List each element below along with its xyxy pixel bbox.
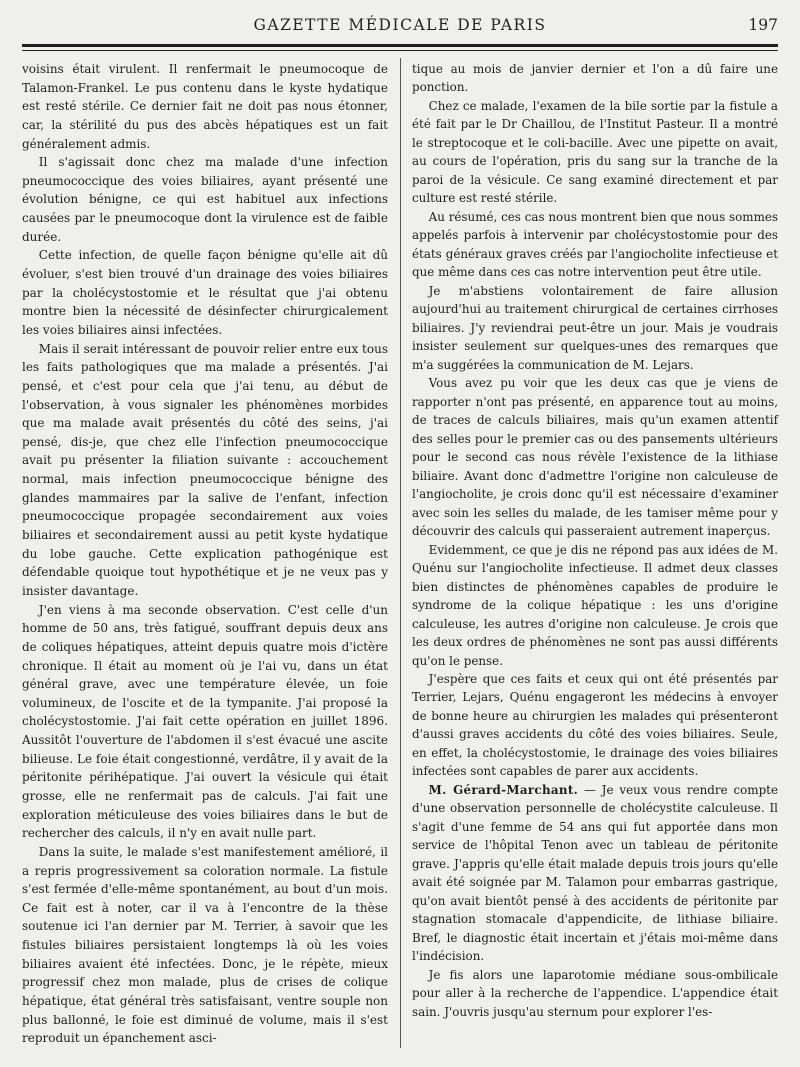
paragraph: Vous avez pu voir que les deux cas que je viens de rapporter n'ont pas présenté, en apparence tout au moins, de traces de calculs biliaires, mais qu'un examen attentif des selles pour le premier cas ou des pansements ultérieurs pour le second cas nous révèle l'existence de la lithiase biliaire. Avant donc d'admettre l'origine non calculeuse de l'angiocholite, je crois donc qu'il est nécessaire d'examiner avec soin les selles du malade, de les tamiser même pour y découvrir des calculs qui passeraient autrement inaperçus.: [412, 376, 778, 539]
page-number: 197: [748, 16, 778, 34]
paragraph: Cette infection, de quelle façon bénigne qu'elle ait dû évoluer, s'est bien trouvé d'un drainage des voies biliaires par la cholécystostomie et le résultat que j'ai obtenu montre bien la nécessité de désinfecter chirurgicalement les voies biliaires ainsi infectées.: [22, 248, 388, 337]
paragraph: [412, 781, 778, 966]
paragraph: J'espère que ces faits et ceux qui ont été présentés par Terrier, Lejars, Quénu engageront les médecins à envoyer de bonne heure au chirurgien les malades qui présenteront d'aussi graves accidents du côté des voies biliaires. Seule, en effet, la cholécystostomie, le drainage des voies biliaires infectées sont capables de parer aux accidents.: [412, 671, 778, 779]
paragraph: Evidemment, ce que je dis ne répond pas aux idées de M. Quénu sur l'angiocholite infectieuse. Il admet deux classes bien distinctes de phénomènes capables de produire le syndrome de la colique hépatique : les uns d'origine calculeuse, les autres d'origine non calculeuse. Je crois que les deux ordres de phénomènes ne sont pas aussi différents qu'on le pense.: [412, 542, 778, 668]
header-rule-thin: [22, 50, 778, 51]
paragraph: voisins était virulent. Il renfermait le pneumocoque de Talamon-Frankel. Le pus contenu dans le kyste hydatique est resté stérile. Ce dernier fait ne doit pas nous étonner, car, la stérilité du pus des abcès hépatiques est un fait généralement admis.: [22, 62, 388, 151]
paragraph: J'en viens à ma seconde observation. C'est celle d'un homme de 50 ans, très fatigué, souffrant depuis deux ans de coliques hépatiques, atteint depuis quatre mois d'ictère chronique. Il était au moment où je l'ai vu, dans un état général grave, avec une température élevée, un foie volumineux, de l'oscite et de la tympanite. J'ai proposé la cholécystostomie. J'ai fait cette opération en juillet 1896. Aussitôt l'ouverture de l'abdomen il s'est évacué une ascite bilieuse. Le foie était congestionné, verdâtre, il y avait de la péritonite périhépatique. J'ai ouvert la vésicule qui était grosse, elle ne renfermait pas de calculs. J'ai fait une exploration méticuleuse des voies biliaires dans le but de rechercher des calculs, il n'y en avait nulle part.: [22, 602, 388, 841]
page-header: [22, 14, 778, 44]
speaker-name: M. Gérard-Marchant.: [428, 782, 579, 797]
paragraph: Il s'agissait donc chez ma malade d'une infection pneumococcique des voies biliaires, ayant présenté une évolution bénigne, ce qui est habituel aux infections causées par le pneumocoque dont la virulence est de faible durée.: [22, 155, 388, 244]
running-title: GAZETTE MÉDICALE DE PARIS: [253, 16, 547, 34]
paragraph: Je m'abstiens volontairement de faire allusion aujourd'hui au traitement chirurgical de certaines cirrhoses biliaires. J'y reviendrai peut-être un jour. Mais je voudrais insister seulement sur quelques-unes des remarques que m'a suggérées la communication de M. Lejars.: [412, 283, 778, 372]
paragraph: Mais il serait intéressant de pouvoir relier entre eux tous les faits pathologiques que ma malade a présentés. J'ai pensé, et c'est pour cela que j'ai tenu, au début de l'observation, à vous signaler les phénomènes morbides que ma malade avait présentés du côté des seins, j'ai pensé, dis-je, que chez elle l'infection pneumococcique avait pu présenter la filiation suivante : accouchement normal, mais infection pneumococcique bénigne des glandes mammaires par la salive de l'enfant, infection pneumococcique propagée secondairement aux voies biliaires et secondairement aussi au petit kyste hydatique du lobe gauche. Cette explication pathogénique est défendable quoique tout hypothétique et je ne veux pas y insister davantage.: [22, 341, 388, 598]
speaker-text: — Je veux vous rendre compte d'une observation personnelle de cholécystite calculeuse. Il s'agit d'une femme de 54 ans qui fut apportée dans mon service de l'hôpital Tenon avec un tableau de péritonite grave. J'appris qu'elle était malade depuis trois jours qu'elle avait été soignée par M. Talamon pour embarras gastrique, qu'on avait bientôt pensé à des accidents de péritonite par stagnation stomacale d'appendicite, de lithiase biliaire. Bref, le diagnostic était incertain et j'étais moi-même dans l'indécision.: [412, 782, 779, 964]
header-rule-thick: [22, 44, 778, 47]
left-column: [22, 60, 388, 1048]
paragraph: Au résumé, ces cas nous montrent bien que nous sommes appelés parfois à intervenir par cholécystostomie pour des états généraux graves créés par l'angiocholite infectieuse et que même dans ces cas notre intervention peut être utile.: [412, 209, 778, 280]
paragraph: Je fis alors une laparotomie médiane sous-ombilicale pour aller à la recherche de l'appendice. L'appendice était sain. J'ouvris jusqu'au sternum pour explorer l'es-: [412, 967, 778, 1019]
paragraph: Dans la suite, le malade s'est manifestement amélioré, il a repris progressivement sa coloration normale. La fistule s'est fermée d'elle-même spontanément, au bout d'un mois. Ce fait est à noter, car il va à l'encontre de la thèse soutenue ici l'an dernier par M. Terrier, à savoir que les fistules biliaires persistaient longtemps là où les voies biliaires avaient été infectées. Donc, je le répète, mieux progressif chez mon malade, plus de crises de colique hépatique, état général très satisfaisant, ventre souple non plus ballonné, le foie est diminué de volume, mais il s'est reproduit un épanchement asci-: [22, 844, 388, 1046]
paragraph: tique au mois de janvier dernier et l'on a dû faire une ponction.: [412, 62, 778, 95]
column-divider: [400, 58, 401, 1048]
paragraph: Chez ce malade, l'examen de la bile sortie par la fistule a été fait par le Dr Chaillou, de l'Institut Pasteur. Il a montré le streptocoque et le coli-bacille. Avec une pipette on avait, au cours de l'opération, pris du sang sur la tranche de la paroi de la vésicule. Ce sang examiné directement et par culture est resté stérile.: [412, 98, 778, 206]
right-column: [412, 60, 778, 1021]
